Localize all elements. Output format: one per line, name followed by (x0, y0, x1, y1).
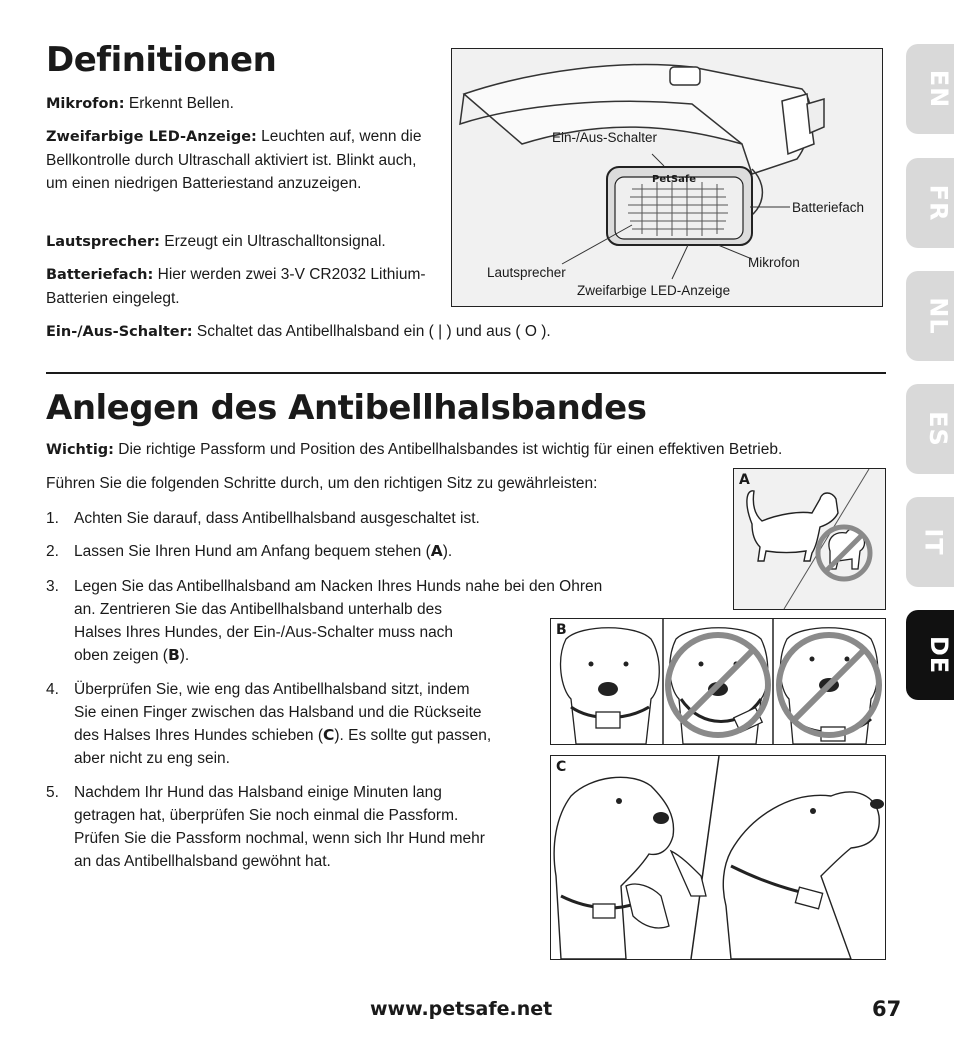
step-text: des Halses Ihres Hundes schieben ( (74, 727, 323, 744)
tab-label: ES (923, 411, 952, 447)
definition-text: Leuchten auf, wenn die Bellkontrolle durch Ultraschall aktiviert ist. Blinkt auch, um einen niedrigen Batteriestand anzuzeigen. (46, 128, 422, 192)
definition-speaker (46, 230, 446, 254)
figure-letter: C (556, 759, 567, 775)
definition-switch (46, 320, 846, 344)
page-number: 67 (872, 997, 902, 1021)
definition-text: Erzeugt ein Ultraschalltonsignal. (159, 233, 386, 250)
definition-led (46, 125, 436, 195)
tab-label: FR (924, 184, 953, 222)
section-divider (46, 372, 886, 374)
definition-battery (46, 263, 436, 310)
definition-text: Hier werden zwei 3-V CR2032 Lithium-Batterien eingelegt. (46, 266, 426, 307)
term-label: Zweifarbige LED-Anzeige: (46, 129, 257, 145)
tab-language-de[interactable] (906, 610, 954, 700)
figure-letter: A (739, 472, 750, 488)
figure-c (550, 755, 886, 960)
term-label: Batteriefach: (46, 267, 154, 283)
step-text: Halses Ihres Hundes, der Ein-/Aus-Schalter muss nach (74, 624, 454, 641)
tab-language-it[interactable] (906, 497, 954, 587)
important-label: Wichtig: (46, 442, 114, 458)
brand-logo: PetSafe (652, 174, 696, 185)
step-text: Überprüfen Sie, wie eng das Antibellhalsband sitzt, indem (74, 681, 470, 698)
tab-language-fr[interactable] (906, 158, 954, 248)
step-text: ). (442, 543, 453, 560)
step-number: 3. (46, 578, 59, 595)
figure-b (550, 618, 886, 745)
step-text: Legen Sie das Antibellhalsband am Nacken Ihres Hunds nahe bei den Ohren (74, 578, 603, 595)
label-switch: Ein-/Aus-Schalter (552, 130, 658, 145)
step-text: Achten Sie darauf, dass Antibellhalsband ausgeschaltet ist. (74, 510, 480, 527)
tab-language-es[interactable] (906, 384, 954, 474)
collar-position-illustrations (551, 619, 885, 744)
tab-language-nl[interactable] (906, 271, 954, 361)
label-microphone: Mikrofon (748, 255, 800, 270)
step-text: ). Es sollte gut passen, (334, 727, 492, 744)
figure-letter: B (556, 622, 567, 638)
definition-text: Erkennt Bellen. (124, 95, 234, 112)
term-label: Mikrofon: (46, 96, 125, 112)
step-text: getragen hat, überprüfen Sie noch einmal die Passform. (74, 807, 459, 824)
collar-diagram (451, 48, 883, 307)
step-text: Nachdem Ihr Hund das Halsband einige Minuten lang (74, 784, 442, 801)
important-text: Die richtige Passform und Position des Antibellhalsbandes ist wichtig für einen effektiven Betrieb. (113, 441, 783, 458)
figure-ref: B (167, 646, 180, 664)
definition-microphone (46, 92, 436, 116)
step-text: oben zeigen ( (74, 647, 168, 664)
step-text: Lassen Sie Ihren Hund am Anfang bequem stehen ( (74, 543, 431, 560)
fitting-title: Anlegen des Antibellhalsbandes (46, 388, 647, 428)
step-number: 4. (46, 681, 59, 698)
figure-a (733, 468, 886, 610)
label-speaker: Lautsprecher (487, 265, 566, 280)
term-label: Ein-/Aus-Schalter: (46, 324, 193, 340)
term-label: Lautsprecher: (46, 234, 160, 250)
figure-ref: A (430, 542, 443, 560)
step-text: aber nicht zu eng sein. (74, 750, 230, 767)
figure-ref: C (323, 726, 335, 744)
label-battery: Batteriefach (792, 200, 865, 215)
step-text: ). (179, 647, 190, 664)
step-text: an das Antibellhalsband gewöhnt hat. (74, 853, 331, 870)
dog-standing-illustration (734, 469, 885, 609)
step-number: 2. (46, 543, 59, 560)
tab-language-en[interactable] (906, 44, 954, 134)
label-led: Zweifarbige LED-Anzeige (577, 283, 731, 298)
tab-label: EN (925, 69, 954, 109)
step-text: Prüfen Sie die Passform nochmal, wenn sich Ihr Hund mehr (74, 830, 485, 847)
intro-text: Führen Sie die folgenden Schritte durch, um den richtigen Sitz zu gewährleisten: (46, 475, 598, 492)
footer-url[interactable]: www.petsafe.net (370, 998, 553, 1020)
collar-fit-check-illustration (551, 756, 885, 959)
tab-label: IT (919, 528, 948, 556)
step-text: Sie einen Finger zwischen das Halsband und die Rückseite (74, 704, 482, 721)
tab-label: NL (924, 297, 953, 335)
step-number: 5. (46, 784, 59, 801)
definitions-title: Definitionen (46, 40, 277, 80)
definition-text: Schaltet das Antibellhalsband ein ( | ) und aus ( O ). (192, 323, 551, 340)
step-number: 1. (46, 510, 59, 527)
step-text: an. Zentrieren Sie das Antibellhalsband unterhalb des (74, 601, 442, 618)
tab-label: DE (925, 635, 954, 675)
important-note (46, 438, 886, 462)
